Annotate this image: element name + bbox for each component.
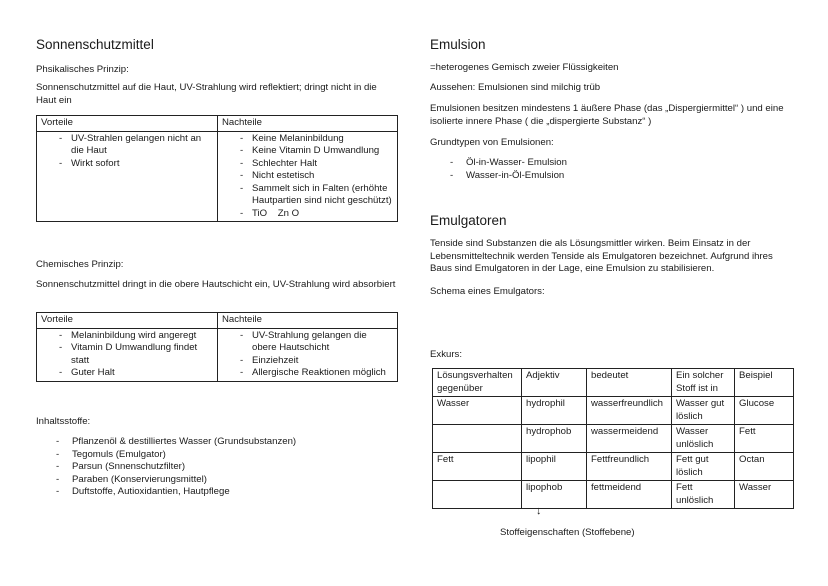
emulsion-def: =heterogenes Gemisch zweier Flüssigkeiten (430, 62, 619, 73)
chem-pros-cell (37, 328, 218, 381)
types-title: Grundtypen von Emulsionen: (430, 137, 554, 148)
ingredients-title: Inhaltsstoffe: (36, 416, 91, 427)
exkurs-label: Exkurs: (430, 349, 462, 360)
table-header: Lösungsverhalten gegenüber (433, 369, 522, 397)
table-header: Adjektiv (522, 369, 587, 397)
table-cell: lipophob (522, 481, 587, 509)
table-cell: hydrophob (522, 425, 587, 453)
emulsion-look: Aussehen: Emulsionen sind milchig trüb (430, 82, 601, 93)
list-item: - Melaninbildung wird angeregt (41, 330, 213, 343)
list-item: - Vitamin D Umwandlung findet statt (41, 342, 213, 367)
chem-header-pro: Vorteile (37, 313, 218, 329)
exkurs-table (432, 368, 794, 509)
ingredients-list (36, 436, 398, 499)
phys-cons-cell (218, 131, 398, 222)
table-cell: Wasser unlöslich (672, 425, 735, 453)
phys-pros-cell (37, 131, 218, 222)
table-cell: Octan (735, 453, 794, 481)
table-header: Beispiel (735, 369, 794, 397)
list-item: - Sammelt sich in Falten (erhöhte Hautpartien sind nicht geschützt) (222, 183, 393, 208)
down-arrow-icon: ↓ (536, 505, 542, 517)
list-item: - Wirkt sofort (41, 158, 213, 171)
list-item: - Wasser-in-Öl-Emulsion (430, 170, 795, 183)
list-item: - UV-Strahlung gelangen die obere Hautschicht (222, 330, 393, 355)
table-row (433, 397, 794, 425)
table-cell: Wasser (735, 481, 794, 509)
phys-header-pro: Vorteile (37, 116, 218, 132)
table-cell: fettmeidend (587, 481, 672, 509)
table-cell: lipophil (522, 453, 587, 481)
list-item: - Keine Melaninbildung (222, 133, 393, 146)
list-item: - Keine Vitamin D Umwandlung (222, 145, 393, 158)
list-item: - Tegomuls (Emulgator) (36, 449, 398, 462)
emulgator-desc: Tenside sind Substanzen die als Lösungsmittler wirken. Beim Einsatz in der Lebensmitteltechnik werden Tenside als Emulgatoren bezeichnet. Aufgrund ihres Baus sind Emulgatoren in der Lage, eine Emulsion zu stabilisieren. (430, 238, 773, 274)
table-cell: wassermeidend (587, 425, 672, 453)
table-cell: Fett (735, 425, 794, 453)
table-cell: Fett unlöslich (672, 481, 735, 509)
list-item: - Paraben (Konservierungsmittel) (36, 474, 398, 487)
list-item: - Einziehzeit (222, 355, 393, 368)
sonnenschutz-title: Sonnenschutzmittel (36, 37, 154, 52)
emulsion-title: Emulsion (430, 37, 486, 52)
table-header: Ein solcher Stoff ist in (672, 369, 735, 397)
chem-header-con: Nachteile (218, 313, 398, 329)
table-row (433, 453, 794, 481)
table-header: bedeutet (587, 369, 672, 397)
table-cell: Wasser gut löslich (672, 397, 735, 425)
list-item: - Schlechter Halt (222, 158, 393, 171)
table-row (433, 425, 794, 453)
schema-label: Schema eines Emulgators: (430, 286, 545, 297)
list-item: - Allergische Reaktionen möglich (222, 367, 393, 380)
table-cell: Fett (433, 453, 522, 481)
list-item: - Duftstoffe, Autioxidantien, Hautpflege (36, 486, 398, 499)
table-row (433, 369, 794, 397)
phys-desc: Sonnenschutzmittel auf die Haut, UV-Strahlung wird reflektiert; dringt nicht in die Haut ein (36, 82, 377, 106)
phys-title: Phsikalisches Prinzip: (36, 64, 129, 75)
table-cell: Glucose (735, 397, 794, 425)
table-cell (433, 481, 522, 509)
list-item: - Öl-in-Wasser- Emulsion (430, 157, 795, 170)
chem-desc: Sonnenschutzmittel dringt in die obere Hautschicht ein, UV-Strahlung wird absorbiert (36, 279, 396, 290)
phys-table (36, 115, 398, 222)
emulsion-phases: Emulsionen besitzen mindestens 1 äußere Phase (das „Dispergiermittel“ ) und eine isolierte innere Phase ( die „dispergierte Substanz“ ) (430, 103, 784, 127)
table-cell: Fettfreundlich (587, 453, 672, 481)
list-item: - TiO Zn O (222, 208, 393, 221)
table-cell: Fett gut löslich (672, 453, 735, 481)
chem-cons-cell (218, 328, 398, 381)
phys-header-con: Nachteile (218, 116, 398, 132)
types-list (430, 157, 795, 182)
table-row (433, 481, 794, 509)
list-item: - Nicht estetisch (222, 170, 393, 183)
table-cell: wasserfreundlich (587, 397, 672, 425)
table-cell (433, 425, 522, 453)
list-item: - Guter Halt (41, 367, 213, 380)
table-cell: hydrophil (522, 397, 587, 425)
emulgator-title: Emulgatoren (430, 213, 507, 228)
chem-title: Chemisches Prinzip: (36, 259, 124, 270)
footer-label: Stoffeigenschaften (Stoffebene) (500, 527, 635, 538)
list-item: - Parsun (Snnenschutzfilter) (36, 461, 398, 474)
chem-table (36, 312, 398, 382)
list-item: - Pflanzenöl & destilliertes Wasser (Grundsubstanzen) (36, 436, 398, 449)
table-cell: Wasser (433, 397, 522, 425)
list-item: - UV-Strahlen gelangen nicht an die Haut (41, 133, 213, 158)
